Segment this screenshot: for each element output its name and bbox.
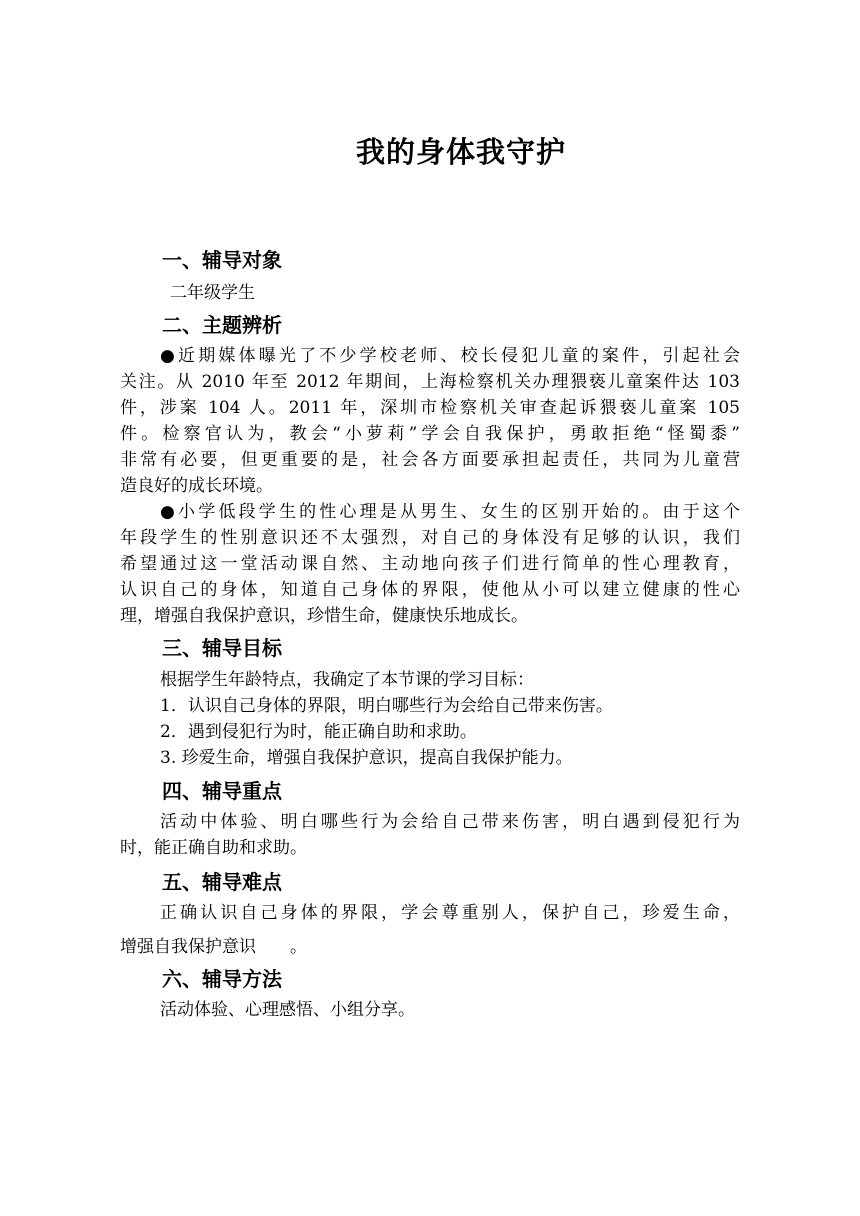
key-points-line: 活动中体验、明白哪些行为会给自己带来伤害，明白遇到侵犯行为 — [160, 812, 740, 832]
analysis-paragraph-2-line: ●小学低段学生的性心理是从男生、女生的区别开始的。由于这个 — [160, 502, 740, 522]
analysis-paragraph-1-line: 件，涉案 104 人。2011 年，深圳市检察机关审查起诉猥亵儿童案 105 — [120, 398, 740, 418]
analysis-paragraph-2-line: 年段学生的性别意识还不太强烈，对自己的身体没有足够的认识，我们 — [120, 528, 740, 548]
section-heading-methods: 六、辅导方法 — [162, 967, 282, 991]
analysis-paragraph-1-line: 非常有必要，但更重要的是，社会各方面要承担起责任，共同为儿童营 — [120, 450, 740, 470]
section-heading-difficulties: 五、辅导难点 — [162, 870, 282, 894]
analysis-paragraph-2-line: 希望通过这一堂活动课自然、主动地向孩子们进行简单的性心理教育， — [120, 554, 740, 574]
section-heading-target: 一、辅导对象 — [162, 248, 282, 272]
section-heading-analysis: 二、主题辨析 — [162, 313, 282, 337]
methods-line: 活动体验、心理感悟、小组分享。 — [160, 1000, 415, 1020]
section-heading-key-points: 四、辅导重点 — [162, 779, 282, 803]
goals-intro: 根据学生年龄特点，我确定了本节课的学习目标： — [160, 670, 534, 690]
target-text: 二年级学生 — [170, 283, 255, 303]
analysis-paragraph-1-line: 关注。从 2010 年至 2012 年期间，上海检察机关办理猥亵儿童案件达 103 — [120, 372, 740, 392]
page-title: 我的身体我守护 — [355, 135, 566, 169]
key-points-line: 时，能正确自助和求助。 — [120, 838, 307, 858]
analysis-paragraph-1-line: 造良好的成长环境。 — [120, 476, 273, 496]
difficulties-line: 增强自我保护意识 。 — [120, 937, 307, 957]
analysis-paragraph-2-line: 认识自己的身体，知道自己身体的界限，使他从小可以建立健康的性心 — [120, 580, 740, 600]
analysis-paragraph-2-line: 理，增强自我保护意识，珍惜生命，健康快乐地成长。 — [120, 606, 528, 626]
goal-item: 2．遇到侵犯行为时，能正确自助和求助。 — [160, 722, 477, 742]
analysis-paragraph-1-line: 件。检察官认为，教会“小萝莉”学会自我保护，勇敢拒绝“怪蜀黍” — [120, 424, 740, 444]
section-heading-goals: 三、辅导目标 — [162, 636, 282, 660]
analysis-paragraph-1-line: ●近期媒体曝光了不少学校老师、校长侵犯儿童的案件，引起社会 — [160, 346, 740, 366]
goal-item: 1．认识自己身体的界限，明白哪些行为会给自己带来伤害。 — [160, 696, 613, 716]
goal-item: 3. 珍爱生命，增强自我保护意识，提高自我保护能力。 — [160, 748, 573, 768]
difficulties-line: 正确认识自己身体的界限，学会尊重别人，保护自己，珍爱生命， — [160, 903, 740, 923]
